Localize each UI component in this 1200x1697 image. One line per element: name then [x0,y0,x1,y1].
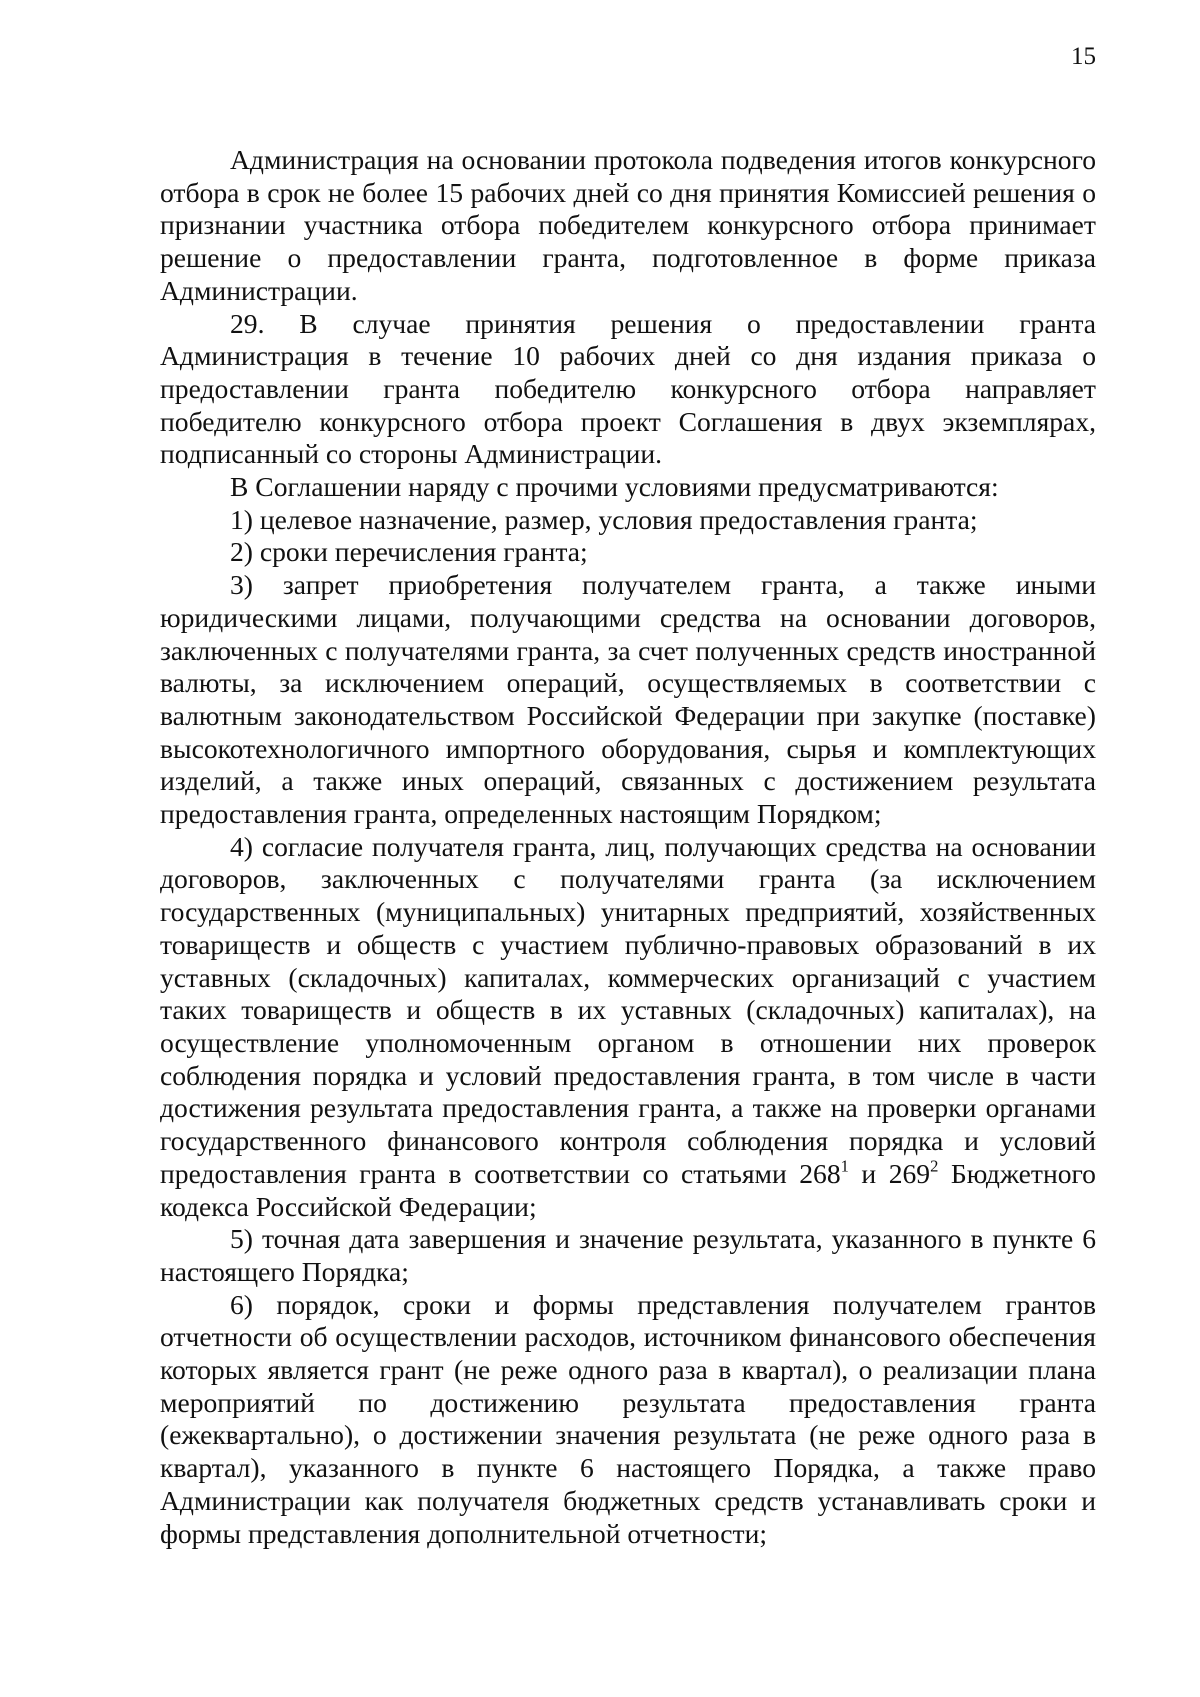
paragraph-administration-decision: Администрация на основании протокола подведения итогов конкурсного отбора в срок не более 15 рабочих дней со дня принятия Комиссией решения о признании участника отбора победителем конкурсного отбора принимает решение о предоставлении гранта, подготовленное в форме приказа Администрации. [160,144,1096,306]
list-item-4-mid: и 269 [848,1157,931,1189]
superscript-article-269: 2 [930,1156,939,1176]
list-item-4-tail: Бюджетного кодекса Российской Федерации; [160,1157,1096,1222]
list-item-4-text: 4) согласие получателя гранта, лиц, получающих средства на основании договоров, заключенных с получателями гранта (за исключением государственных (муниципальных) унитарных предприятий, хозяйственных товариществ и обществ с участием публично-правовых образований в их уставных (складочных) капиталах, коммерческих организаций с участием таких товариществ и обществ в их уставных (складочных) капиталах), на осуществление уполномоченным органом в отношении них проверок соблюдения порядка и условий предоставления гранта, в том числе в части достижения результата предоставления гранта, а также на проверки органами государственного финансового контроля соблюдения порядка и условий предоставления гранта в соответствии со статьями 268 [160,830,1096,1189]
list-item-2-transfer-terms: 2) сроки перечисления гранта; [230,536,588,568]
page-number: 15 [1071,43,1096,70]
list-item-3-currency-ban: 3) запрет приобретения получателем гранта, а также иными юридическими лицами, получающими средства на основании договоров, заключенных с получателями гранта, за счет полученных средств иностранной валюты, за исключением операций, осуществляемых в соответствии с валютным законодательством Российской Федерации при закупке (поставке) высокотехнологичного импортного оборудования, сырья и комплектующих изделий, а также иных операций, связанных с достижением результата предоставления гранта, определенных настоящим Порядком; [160,569,1096,830]
paragraph-29-agreement-draft: 29. В случае принятия решения о предоставлении гранта Администрация в течение 10 рабочих дней со дня издания приказа о предоставлении гранта победителю конкурсного отбора направляет победителю конкурсного отбора проект Соглашения в двух экземплярах, подписанный со стороны Администрации. [160,307,1096,470]
list-item-6-reporting: 6) порядок, сроки и формы представления получателем грантов отчетности об осуществлении расходов, источником финансового обеспечения которых является грант (не реже одного раза в квартал), о реализации плана мероприятий по достижению результата предоставления гранта (ежеквартально), о достижении значения результата (не реже одного раза в квартал), указанного в пункте 6 настоящего Порядка, а также право Администрации как получателя бюджетных средств устанавливать сроки и формы представления дополнительной отчетности; [160,1288,1096,1549]
document-body [160,144,1096,1550]
superscript-article-268: 1 [840,1156,849,1176]
list-item-4-consent-inspections [160,831,1096,1223]
paragraph-agreement-conditions-intro: В Соглашении наряду с прочими условиями предусматриваются: [230,471,999,503]
list-item-5-result-date: 5) точная дата завершения и значение результата, указанного в пункте 6 настоящего Порядка; [160,1223,1096,1287]
list-item-1-purpose: 1) целевое назначение, размер, условия предоставления гранта; [230,503,978,535]
